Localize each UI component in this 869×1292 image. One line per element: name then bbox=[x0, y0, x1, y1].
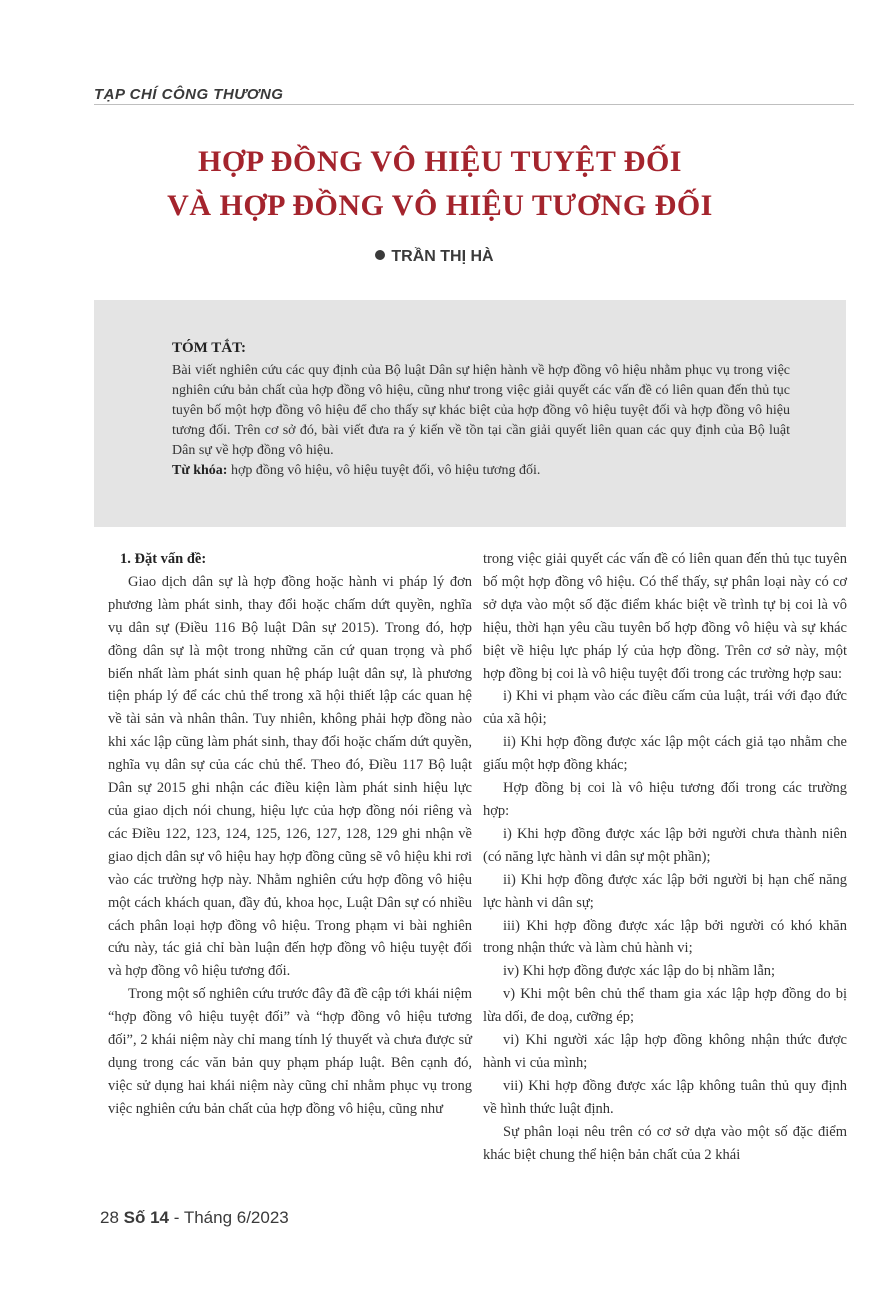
right-column bbox=[483, 548, 847, 1166]
bullet-dot-icon bbox=[375, 250, 385, 260]
page-number: 28 bbox=[100, 1208, 119, 1227]
list-item: v) Khi một bên chủ thể tham gia xác lập hợp đồng do bị lừa dối, đe doạ, cưỡng ép; bbox=[483, 986, 847, 1026]
title-line-1: HỢP ĐỒNG VÔ HIỆU TUYỆT ĐỐI bbox=[198, 145, 682, 178]
left-column bbox=[108, 548, 472, 1121]
list-item: i) Khi vi phạm vào các điều cấm của luật, trái với đạo đức của xã hội; bbox=[483, 688, 847, 728]
abstract-heading: TÓM TẮT: bbox=[172, 340, 247, 356]
abstract-box bbox=[94, 300, 846, 527]
page-footer bbox=[100, 1208, 289, 1228]
abstract-keywords bbox=[172, 461, 790, 481]
list-item: iii) Khi hợp đồng được xác lập bởi người có khó khăn trong nhận thức và làm chủ hành vi; bbox=[483, 917, 847, 957]
list-item: iv) Khi hợp đồng được xác lập do bị nhầm lẫn; bbox=[503, 963, 776, 980]
footer-separator: - bbox=[169, 1208, 184, 1227]
author-name: TRẦN THỊ HÀ bbox=[391, 248, 494, 265]
section-heading: 1. Đặt vấn đề: bbox=[120, 551, 207, 567]
paragraph: trong việc giải quyết các vấn đề có liên quan đến thủ tục tuyên bố một hợp đồng vô hiệu. Có thể thấy, sự phân loại này có cơ sở dựa vào một số đặc điểm khác biệt về trình tự bị coi là vô hiệu, thời hạn yêu cầu tuyên bố hợp đồng vô hiệu và sự khác biệt về hiệu lực pháp lý của hợp đồng. Trên cơ sở này, một hợp đồng bị coi là vô hiệu tuyệt đối trong các trường hợp sau: bbox=[483, 551, 847, 682]
paragraph: Sự phân loại nêu trên có cơ sở dựa vào một số đặc điểm khác biệt chung thể hiện bản chất của 2 khái bbox=[483, 1123, 847, 1163]
list-item: i) Khi hợp đồng được xác lập bởi người chưa thành niên (có năng lực hành vi dân sự một phần); bbox=[483, 825, 847, 865]
keywords-label: Từ khóa: bbox=[172, 463, 228, 478]
list-item: vi) Khi người xác lập hợp đồng không nhận thức được hành vi của mình; bbox=[483, 1032, 847, 1071]
title-line-2: VÀ HỢP ĐỒNG VÔ HIỆU TƯƠNG ĐỐI bbox=[167, 189, 713, 222]
abstract-body: Bài viết nghiên cứu các quy định của Bộ luật Dân sự hiện hành về hợp đồng vô hiệu nhằm phục vụ trong việc nghiên cứu bản chất của hợp đồng vô hiệu, cũng như trong việc giải quyết các vấn đề có liên quan đến thủ tục tuyên bố một hợp đồng vô hiệu để cho thấy sự khác biệt của hợp đồng vô hiệu tuyệt đối và hợp đồng vô hiệu tương đối. Trên cơ sở đó, bài viết đưa ra ý kiến về tồn tại cần giải quyết liên quan các quy định của Bộ luật Dân sự về hợp đồng vô hiệu. bbox=[172, 363, 790, 458]
list-item: ii) Khi hợp đồng được xác lập một cách giả tạo nhằm che giấu một hợp đồng khác; bbox=[483, 734, 847, 774]
article-title bbox=[60, 140, 820, 228]
paragraph: Hợp đồng bị coi là vô hiệu tương đối trong các trường hợp: bbox=[483, 780, 847, 819]
issue-month: Tháng 6/2023 bbox=[183, 1208, 289, 1227]
issue-number: Số 14 bbox=[123, 1208, 170, 1227]
journal-name: TẠP CHÍ CÔNG THƯƠNG bbox=[94, 86, 284, 103]
paragraph: Trong một số nghiên cứu trước đây đã đề cập tới khái niệm “hợp đồng vô hiệu tuyệt đối” và “hợp đồng vô hiệu tương đối”, 2 khái niệm này chỉ mang tính lý thuyết và chưa được sử dụng trong các văn bản quy phạm pháp luật. Bên cạnh đó, việc sử dụng hai khái niệm này cũng chỉ nhằm phục vụ trong việc nghiên cứu bản chất của hợp đồng vô hiệu, cũng như bbox=[108, 986, 472, 1117]
header-rule bbox=[94, 104, 854, 105]
list-item: ii) Khi hợp đồng được xác lập bởi người bị hạn chế năng lực hành vi dân sự; bbox=[483, 871, 847, 911]
author-byline bbox=[0, 248, 869, 266]
list-item: vii) Khi hợp đồng được xác lập không tuân thủ quy định về hình thức luật định. bbox=[483, 1077, 847, 1117]
paragraph: Giao dịch dân sự là hợp đồng hoặc hành vi pháp lý đơn phương làm phát sinh, thay đổi hoặc chấm dứt quyền, nghĩa vụ dân sự (Điều 116 Bộ luật Dân sự 2015). Trong đó, hợp đồng dân sự là một trong những căn cứ quan trọng và phổ biến nhất làm phát sinh quan hệ pháp luật dân sự, là phương tiện pháp lý để các chủ thể trong xã hội thiết lập các quan hệ về tài sản và nhân thân. Tuy nhiên, không phải hợp đồng nào khi xác lập cũng làm phát sinh, thay đổi hoặc chấm dứt quyền, nghĩa vụ dân sự của các chủ thể. Theo đó, Điều 117 Bộ luật Dân sự 2015 ghi nhận các điều kiện làm phát sinh hiệu lực của giao dịch nói chung, hiệu lực của hợp đồng nói riêng và các Điều 122, 123, 124, 125, 126, 127, 128, 129 ghi nhận về giao dịch dân sự vô hiệu hay hợp đồng cũng sẽ vô hiệu khi rơi vào các trường hợp này. Nhằm nghiên cứu hợp đồng vô hiệu một cách khách quan, đầy đủ, khoa học, Luật Dân sự có nhiều cách phân loại hợp đồng vô hiệu. Trong phạm vi bài nghiên cứu này, tác giả chỉ bàn luận đến hợp đồng vô hiệu tuyệt đối và hợp đồng vô hiệu tương đối. bbox=[108, 573, 472, 980]
keywords-text: hợp đồng vô hiệu, vô hiệu tuyệt đối, vô hiệu tương đối. bbox=[227, 463, 541, 478]
